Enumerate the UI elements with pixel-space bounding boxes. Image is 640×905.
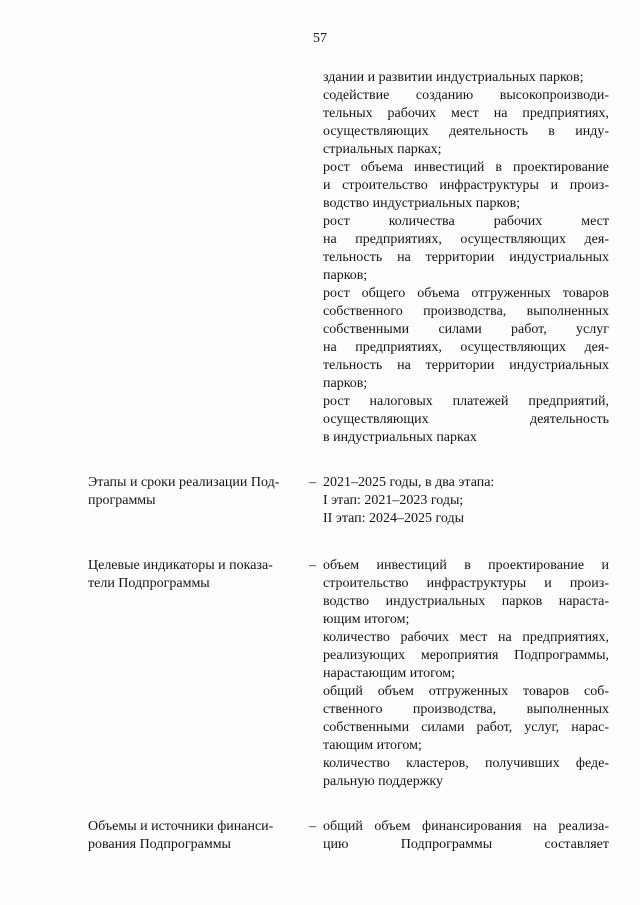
row-label: тели Подпрограммы bbox=[88, 576, 210, 591]
row-value: общий объем отгруженных товаров соб- bbox=[323, 684, 609, 699]
text-line: стриальных парках; bbox=[323, 142, 442, 157]
text-line: и строительство инфраструктуры и произ- bbox=[323, 178, 609, 193]
row-value: нарастающим итогом; bbox=[323, 666, 456, 681]
text-line: осуществляющих деятельность в инду- bbox=[323, 124, 609, 139]
text-line: парков; bbox=[323, 376, 368, 391]
dash-marker: – bbox=[309, 819, 316, 834]
row-value: собственными силами работ, услуг, нарас- bbox=[323, 720, 609, 735]
text-line: в индустриальных парках bbox=[323, 430, 477, 445]
row-value: ральную поддержку bbox=[323, 774, 443, 789]
row-value: количество кластеров, получивших феде- bbox=[323, 756, 609, 771]
row-value: 2021–2025 годы, в два этапа: bbox=[323, 475, 495, 490]
page-number: 57 bbox=[313, 31, 327, 46]
text-line: здании и развитии индустриальных парков; bbox=[323, 70, 584, 85]
row-value: строительство инфраструктуры и произ- bbox=[323, 576, 609, 591]
text-line: тельность на территории индустриальных bbox=[323, 358, 609, 373]
text-line: парков; bbox=[323, 268, 368, 283]
row-value: реализующих мероприятия Подпрограммы, bbox=[323, 648, 609, 663]
row-value: цию Подпрограммы составляет bbox=[323, 837, 609, 852]
text-line: осуществляющих деятельность bbox=[323, 412, 609, 427]
row-label: Объемы и источники финанси- bbox=[88, 819, 274, 834]
text-line: на предприятиях, осуществляющих дея- bbox=[323, 232, 609, 247]
row-value: тающим итогом; bbox=[323, 738, 422, 753]
row-value: общий объем финансирования на реализа- bbox=[323, 819, 609, 834]
dash-marker: – bbox=[309, 475, 316, 490]
row-value: II этап: 2024–2025 годы bbox=[323, 511, 465, 526]
text-line: водство индустриальных парков; bbox=[323, 196, 521, 211]
text-line: собственными силами работ, услуг bbox=[323, 322, 609, 337]
text-line: тельность на территории индустриальных bbox=[323, 250, 609, 265]
row-label: Этапы и сроки реализации Под- bbox=[88, 475, 280, 490]
row-value: ющим итогом; bbox=[323, 612, 410, 627]
row-value: ственного производства, выполненных bbox=[323, 702, 609, 717]
row-label: Целевые индикаторы и показа- bbox=[88, 558, 273, 573]
dash-marker: – bbox=[309, 558, 316, 573]
row-label: программы bbox=[88, 493, 156, 508]
row-value: водство индустриальных парков нараста- bbox=[323, 594, 609, 609]
row-label: рования Подпрограммы bbox=[88, 837, 231, 852]
text-line: рост объема инвестиций в проектирование bbox=[323, 160, 609, 175]
text-line: рост общего объема отгруженных товаров bbox=[323, 286, 609, 301]
text-line: рост налоговых платежей предприятий, bbox=[323, 394, 609, 409]
text-line: тельных рабочих мест на предприятиях, bbox=[323, 106, 609, 121]
text-line: на предприятиях, осуществляющих дея- bbox=[323, 340, 609, 355]
text-line: собственного производства, выполненных bbox=[323, 304, 609, 319]
text-line: рост количества рабочих мест bbox=[323, 214, 609, 229]
row-value: количество рабочих мест на предприятиях, bbox=[323, 630, 609, 645]
row-value: I этап: 2021–2023 годы; bbox=[323, 493, 464, 508]
row-value: объем инвестиций в проектирование и bbox=[323, 558, 609, 573]
text-line: содействие созданию высокопроизводи- bbox=[323, 88, 609, 103]
